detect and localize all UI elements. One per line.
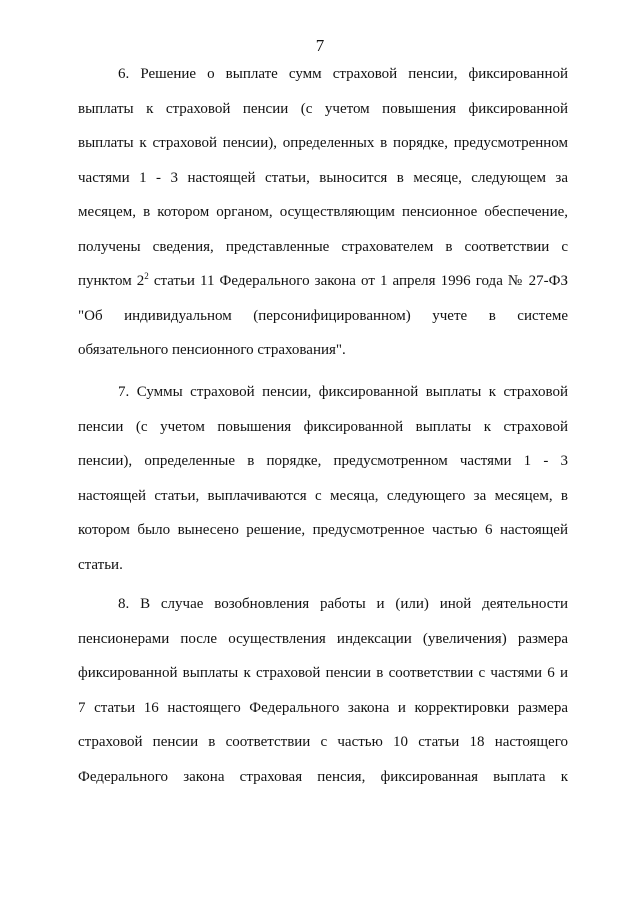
text-line: котором было вынесено решение, предусмотренное частью 6 настоящей [78,522,568,538]
text-line: пенсионерами после осуществления индексации (увеличения) размера [78,630,568,647]
text-line-with-superscript [78,271,568,306]
text-line: статьи. [78,556,123,573]
text-line: 8. В случае возобновления работы и (или) иной деятельности [118,596,568,612]
text-line: фиксированной выплаты к страховой пенсии в соответствии с частями 6 и [78,665,568,681]
text-line: 6. Решение о выплате сумм страховой пенсии, фиксированной [118,66,568,82]
text-line: страховой пенсии в соответствии с частью 10 статьи 18 настоящего [78,734,568,750]
paragraph-7 [78,382,568,589]
text-line: настоящей статьи, выплачиваются с месяца, следующего за месяцем, в [78,487,568,504]
text-line: пенсии), определенные в порядке, предусмотренном частями 1 - 3 [78,453,568,469]
page-number: 7 [315,36,325,55]
text-fragment: пунктом 2 [78,273,145,289]
text-line: месяцем, в котором органом, осуществляющим пенсионное обеспечение, [78,204,568,220]
text-line: Федерального закона страховая пенсия, фиксированная выплата к [78,768,568,785]
text-line: 7. Суммы страховой пенсии, фиксированной выплаты к страховой [118,384,568,400]
text-line: 7 статьи 16 настоящего Федерального закона и корректировки размера [78,699,568,716]
text-line: обязательного пенсионного страхования". [78,342,346,358]
text-line: пенсии (с учетом повышения фиксированной выплаты к страховой [78,418,568,435]
text-line: получены сведения, представленные страхователем в соответствии с [78,238,568,255]
text-fragment: статьи 11 Федерального закона от 1 апреля 1996 года № 27-ФЗ [148,273,568,289]
text-line: выплаты к страховой пенсии), определенных в порядке, предусмотренном [78,135,568,151]
text-line: "Об индивидуальном (персонифицированном) учете в системе [78,307,568,324]
text-line: выплаты к страховой пенсии (с учетом повышения фиксированной [78,100,568,117]
paragraph-8 [78,594,568,801]
paragraph-6 [78,64,568,375]
text-line: частями 1 - 3 настоящей статьи, выносится в месяце, следующем за [78,169,568,186]
superscript: 2 [144,271,149,281]
